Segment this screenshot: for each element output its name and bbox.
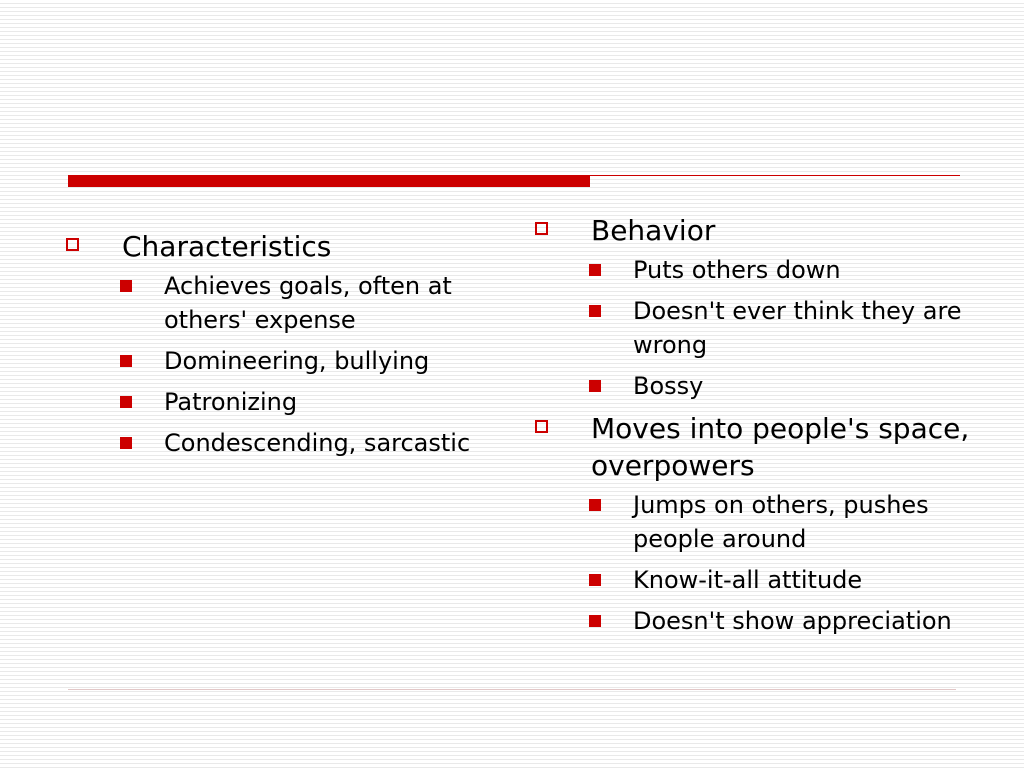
bullet-text: Behavior <box>591 214 716 247</box>
bullet-text: Characteristics <box>122 230 332 263</box>
title-accent-line <box>590 175 960 176</box>
sub-bullet-item <box>533 369 983 403</box>
sub-bullet-text: Doesn't ever think they are wrong <box>633 297 962 359</box>
sub-bullet-item <box>533 294 983 362</box>
hollow-square-bullet-icon <box>535 222 548 235</box>
sub-bullet-text: Jumps on others, pushes people around <box>633 491 929 553</box>
filled-square-bullet-icon <box>589 574 601 586</box>
sub-bullet-item <box>533 604 983 638</box>
sub-bullet-list <box>533 253 983 403</box>
sub-bullet-list <box>64 269 504 460</box>
hollow-square-bullet-icon <box>66 238 79 251</box>
filled-square-bullet-icon <box>120 396 132 408</box>
sub-bullet-item <box>533 563 983 597</box>
filled-square-bullet-icon <box>589 615 601 627</box>
footer-divider <box>68 689 956 690</box>
sub-bullet-text: Doesn't show appreciation <box>633 607 952 635</box>
sub-bullet-item <box>533 488 983 556</box>
filled-square-bullet-icon <box>589 499 601 511</box>
left-column <box>64 228 504 467</box>
sub-bullet-text: Condescending, sarcastic <box>164 429 471 457</box>
filled-square-bullet-icon <box>589 305 601 317</box>
bullet-item-characteristics <box>64 228 504 265</box>
sub-bullet-item <box>64 344 504 378</box>
title-accent-bar <box>68 175 590 187</box>
filled-square-bullet-icon <box>120 355 132 367</box>
sub-bullet-text: Achieves goals, often at others' expense <box>164 272 452 334</box>
filled-square-bullet-icon <box>120 280 132 292</box>
sub-bullet-item <box>533 253 983 287</box>
sub-bullet-item <box>64 385 504 419</box>
bullet-item-behavior <box>533 212 983 249</box>
filled-square-bullet-icon <box>120 437 132 449</box>
sub-bullet-text: Domineering, bullying <box>164 347 430 375</box>
sub-bullet-text: Patronizing <box>164 388 298 416</box>
bullet-text: Moves into people's space, overpowers <box>591 412 970 482</box>
sub-bullet-list <box>533 488 983 638</box>
bullet-item-moves-into-space <box>533 410 983 484</box>
sub-bullet-item <box>64 269 504 337</box>
filled-square-bullet-icon <box>589 264 601 276</box>
right-column <box>533 212 983 645</box>
sub-bullet-text: Bossy <box>633 372 704 400</box>
hollow-square-bullet-icon <box>535 420 548 433</box>
sub-bullet-item <box>64 426 504 460</box>
sub-bullet-text: Know-it-all attitude <box>633 566 863 594</box>
filled-square-bullet-icon <box>589 380 601 392</box>
sub-bullet-text: Puts others down <box>633 256 841 284</box>
